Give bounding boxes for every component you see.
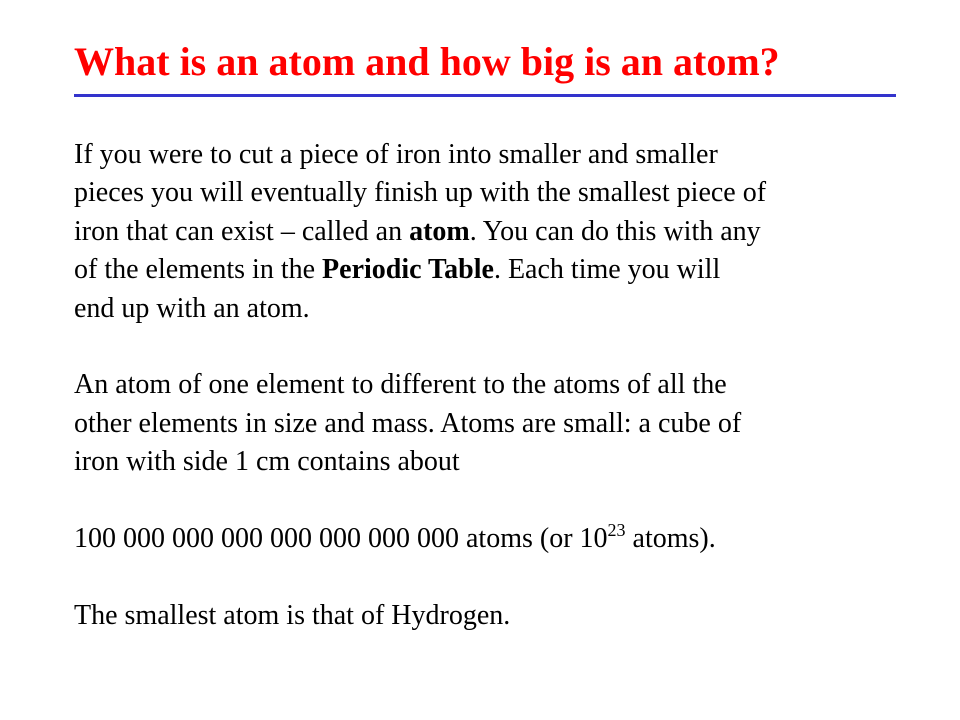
slide-body: [74, 136, 904, 674]
text-line: If you were to cut a piece of iron into smaller and smaller: [74, 139, 718, 170]
text-segment: . You can do this with any: [469, 215, 761, 247]
text-segment: . Each time you will: [493, 254, 721, 286]
text-line: end up with an atom.: [74, 292, 310, 324]
slide-title: What is an atom and how big is an atom?: [74, 39, 780, 84]
text-line: iron with side 1 cm contains about: [74, 446, 460, 478]
text-segment: 100 000 000 000 000 000 000 000 atoms (or 10: [74, 523, 608, 555]
term-periodic-table: Periodic Table: [322, 254, 494, 286]
paragraph-atom-size: [74, 366, 904, 481]
exponent: 23: [607, 520, 626, 541]
paragraph-smallest-atom: [74, 597, 904, 635]
text-line: [74, 251, 904, 289]
text-line: An atom of one element to different to the atoms of all the: [74, 369, 727, 401]
text-line: [74, 520, 904, 558]
text-line: The smallest atom is that of Hydrogen.: [74, 599, 511, 631]
text-segment: iron that can exist – called an: [74, 215, 410, 247]
term-atom: atom: [409, 215, 470, 247]
text-line: pieces you will eventually finish up with the smallest piece of: [74, 177, 767, 209]
title-underline: [74, 94, 896, 97]
text-segment: atoms).: [625, 523, 716, 555]
text-segment: of the elements in the: [74, 254, 323, 286]
text-line: [74, 213, 904, 251]
paragraph-atom-count: [74, 520, 904, 558]
paragraph-atom-definition: [74, 136, 904, 328]
text-line: other elements in size and mass. Atoms are small: a cube of: [74, 407, 742, 439]
